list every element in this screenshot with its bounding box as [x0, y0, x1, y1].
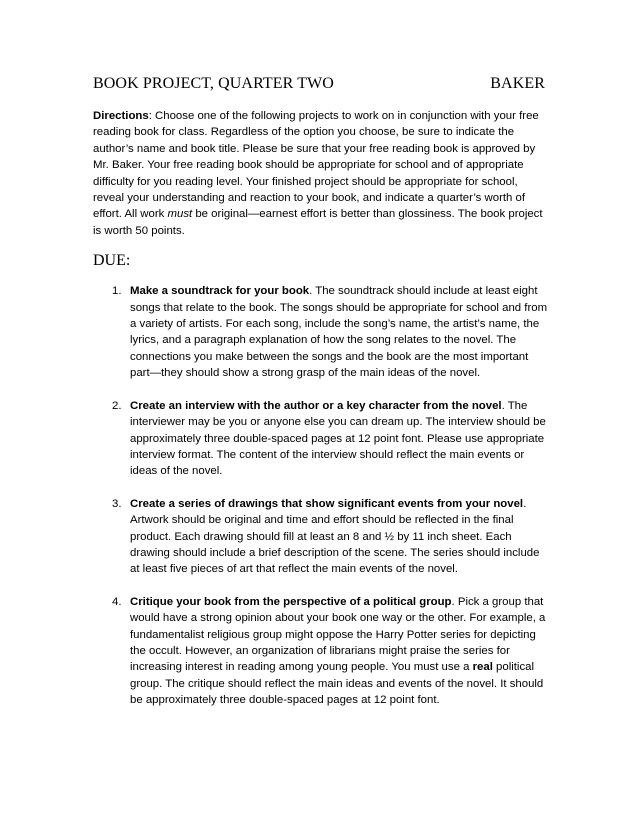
list-item — [93, 496, 548, 578]
item-number: 4. — [112, 595, 122, 608]
item-number: 3. — [112, 497, 122, 510]
project-list — [93, 283, 548, 708]
item-title: Make a soundtrack for your book — [130, 285, 310, 298]
directions-emphasis: must — [167, 208, 193, 221]
list-item — [93, 398, 548, 480]
item-body: . The soundtrack should include at least eight songs that relate to the book. The songs should be appropriate for school and from a variety of artists. For each song, include the song’s name, the artist’s name, the lyrics, and a paragraph explanation of how the song relates to the novel. The connections you make between the songs and the book are the most important part—they should show a strong grasp of the main ideas of the novel. — [130, 285, 548, 380]
teacher-name: BAKER — [490, 75, 545, 92]
directions-text-1: : Choose one of the following projects to work on in conjunction with your free reading book for class. Regardless of the option you choose, be sure to indicate the author’s name and book title. Please be sure that your free reading book is approved by Mr. Baker. Your free reading book should be appropriate for school and of appropriate difficulty for you reading level. Your finished project should be appropriate for school, reveal your understanding and reaction to your book, and indicate a quarter’s worth of effort. All work — [93, 110, 539, 221]
item-body: . The interviewer may be you or anyone else you can dream up. The interview should be approximately three double-spaced pages at 12 point font. Please use appropriate interview format. The content of the interview should reflect the main events or ideas of the novel. — [130, 399, 546, 478]
directions-paragraph — [93, 108, 548, 239]
item-number: 2. — [112, 399, 122, 412]
document-page — [93, 74, 548, 725]
due-heading: DUE: — [93, 252, 131, 270]
page-header — [93, 74, 548, 94]
item-body: . Artwork should be original and time and effort should be reflected in the final product. Each drawing should fill at least an 8 and ½ by 11 inch sheet. Each drawing should include a brief description of the scene. The series should include at least five pieces of art that reflect the main events of the novel. — [130, 497, 540, 576]
list-item — [93, 594, 548, 709]
item-title: Create an interview with the author or a key character from the novel — [130, 399, 502, 412]
item-title: Critique your book from the perspective of a political group — [130, 595, 452, 608]
item-body: . Pick a group that would have a strong opinion about your book one way or the other. For example, a fundamentalist religious group might oppose the Harry Potter series for depicting the occult. However, an organization of librarians might praise the series for increasing interest in reading among young people. You must use a — [130, 595, 546, 674]
directions-text-2: be original—earnest effort is better than glossiness. The book project is worth 50 points. — [93, 208, 543, 237]
directions-label: Directions — [93, 110, 149, 122]
document-title: BOOK PROJECT, QUARTER TWO — [93, 75, 334, 92]
item-number: 1. — [112, 285, 122, 298]
item-body-2: political group. The critique should reflect the main ideas and events of the novel. It should be approximately three double-spaced pages at 12 point font. — [130, 661, 544, 707]
list-item — [93, 283, 548, 381]
item-title: Create a series of drawings that show significant events from your novel — [130, 497, 524, 510]
item-bold-word: real — [472, 661, 493, 674]
